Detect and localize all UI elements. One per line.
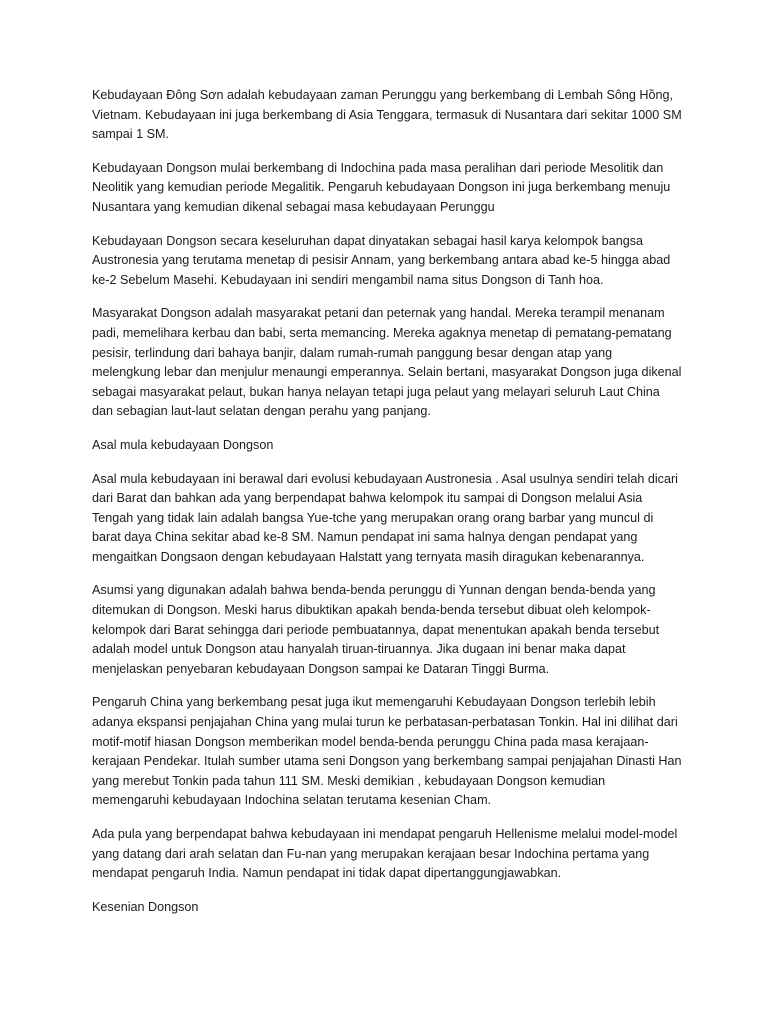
- section-heading-origin: Asal mula kebudayaan Dongson: [92, 437, 274, 452]
- paragraph-hellenism: Ada pula yang berpendapat bahwa kebudayaan ini mendapat pengaruh Hellenisme melalui model-model yang datang dari arah selatan dan Fu-nan yang merupakan kerajaan besar Indochina pertama yang mendapat pengaruh India. Namun pendapat ini tidak dapat dipertanggungjawabkan.: [92, 827, 678, 881]
- paragraph-society: Masyarakat Dongson adalah masyarakat petani dan peternak yang handal. Mereka terampil menanam padi, memelihara kerbau dan babi, serta memancing. Mereka agaknya menetap di pematang-pematang pesisir, terlindung dari bahaya banjir, dalam rumah-rumah panggung besar dengan atap yang melengkung lebar dan menjulur menaungi emperannya. Selain bertani, masyarakat Dongson juga dikenal sebagai masyarakat pelaut, bukan hanya nelayan tetapi juga pelaut yang melayari seluruh Laut China dan sebagian laut-laut selatan dengan perahu yang panjang.: [92, 306, 682, 419]
- section-heading-art: Kesenian Dongson: [92, 899, 199, 914]
- paragraph-development: Kebudayaan Dongson mulai berkembang di Indochina pada masa peralihan dari periode Mesolitik dan Neolitik yang kemudian periode Megalitik. Pengaruh kebudayaan Dongson ini juga berkembang menuju Nusantara yang kemudian dikenal sebagai masa kebudayaan Perunggu: [92, 160, 671, 214]
- document-body: [92, 86, 682, 931]
- paragraph-intro: Kebudayaan Đông Sơn adalah kebudayaan zaman Perunggu yang berkembang di Lembah Sông Hồng, Vietnam. Kebudayaan ini juga berkembang di Asia Tenggara, termasuk di Nusantara dari sekitar 1000 SM sampai 1 SM.: [92, 88, 682, 142]
- paragraph-austronesia: Kebudayaan Dongson secara keseluruhan dapat dinyatakan sebagai hasil karya kelompok bangsa Austronesia yang terutama menetap di pesisir Annam, yang berkembang antara abad ke-5 hingga abad ke-2 Sebelum Masehi. Kebudayaan ini sendiri mengambil nama situs Dongson di Tanh hoa.: [92, 233, 671, 287]
- paragraph-origin: Asal mula kebudayaan ini berawal dari evolusi kebudayaan Austronesia . Asal usulnya sendiri telah dicari dari Barat dan bahkan ada yang berpendapat bahwa kelompok itu sampai di Dongson melalui Asia Tengah yang tidak lain adalah bangsa Yue-tche yang merupakan orang orang barbar yang muncul di barat daya China sekitar abad ke-8 SM. Namun pendapat ini sama halnya dengan pendapat yang mengaitkan Dongsaon dengan kebudayaan Halstatt yang ternyata masih diragukan kebenarannya.: [92, 471, 678, 564]
- paragraph-china-influence: Pengaruh China yang berkembang pesat juga ikut memengaruhi Kebudayaan Dongson terlebih lebih adanya ekspansi penjajahan China yang mulai turun ke perbatasan-perbatasan Tonkin. Hal ini dilihat dari motif-motif hiasan Dongson memberikan model benda-benda perunggu China pada masa kerajaan-kerajaan Pendekar. Itulah sumber utama seni Dongson yang berkembang sampai penjajahan Dinasti Han yang merebut Tonkin pada tahun 111 SM. Meski demikian , kebudayaan Dongson kemudian memengaruhi kebudayaan Indochina selatan terutama kesenian Cham.: [92, 695, 682, 808]
- paragraph-assumption: Asumsi yang digunakan adalah bahwa benda-benda perunggu di Yunnan dengan benda-benda yang ditemukan di Dongson. Meski harus dibuktikan apakah benda-benda tersebut dibuat oleh kelompok-kelompok dari Barat sehingga dari periode pembuatannya, dapat menentukan apakah benda tersebut adalah model untuk Dongson atau hanyalah tiruan-tiruannya. Jika dugaan ini benar maka dapat menjelaskan penyebaran kebudayaan Dongson sampai ke Dataran Tinggi Burma.: [92, 583, 660, 676]
